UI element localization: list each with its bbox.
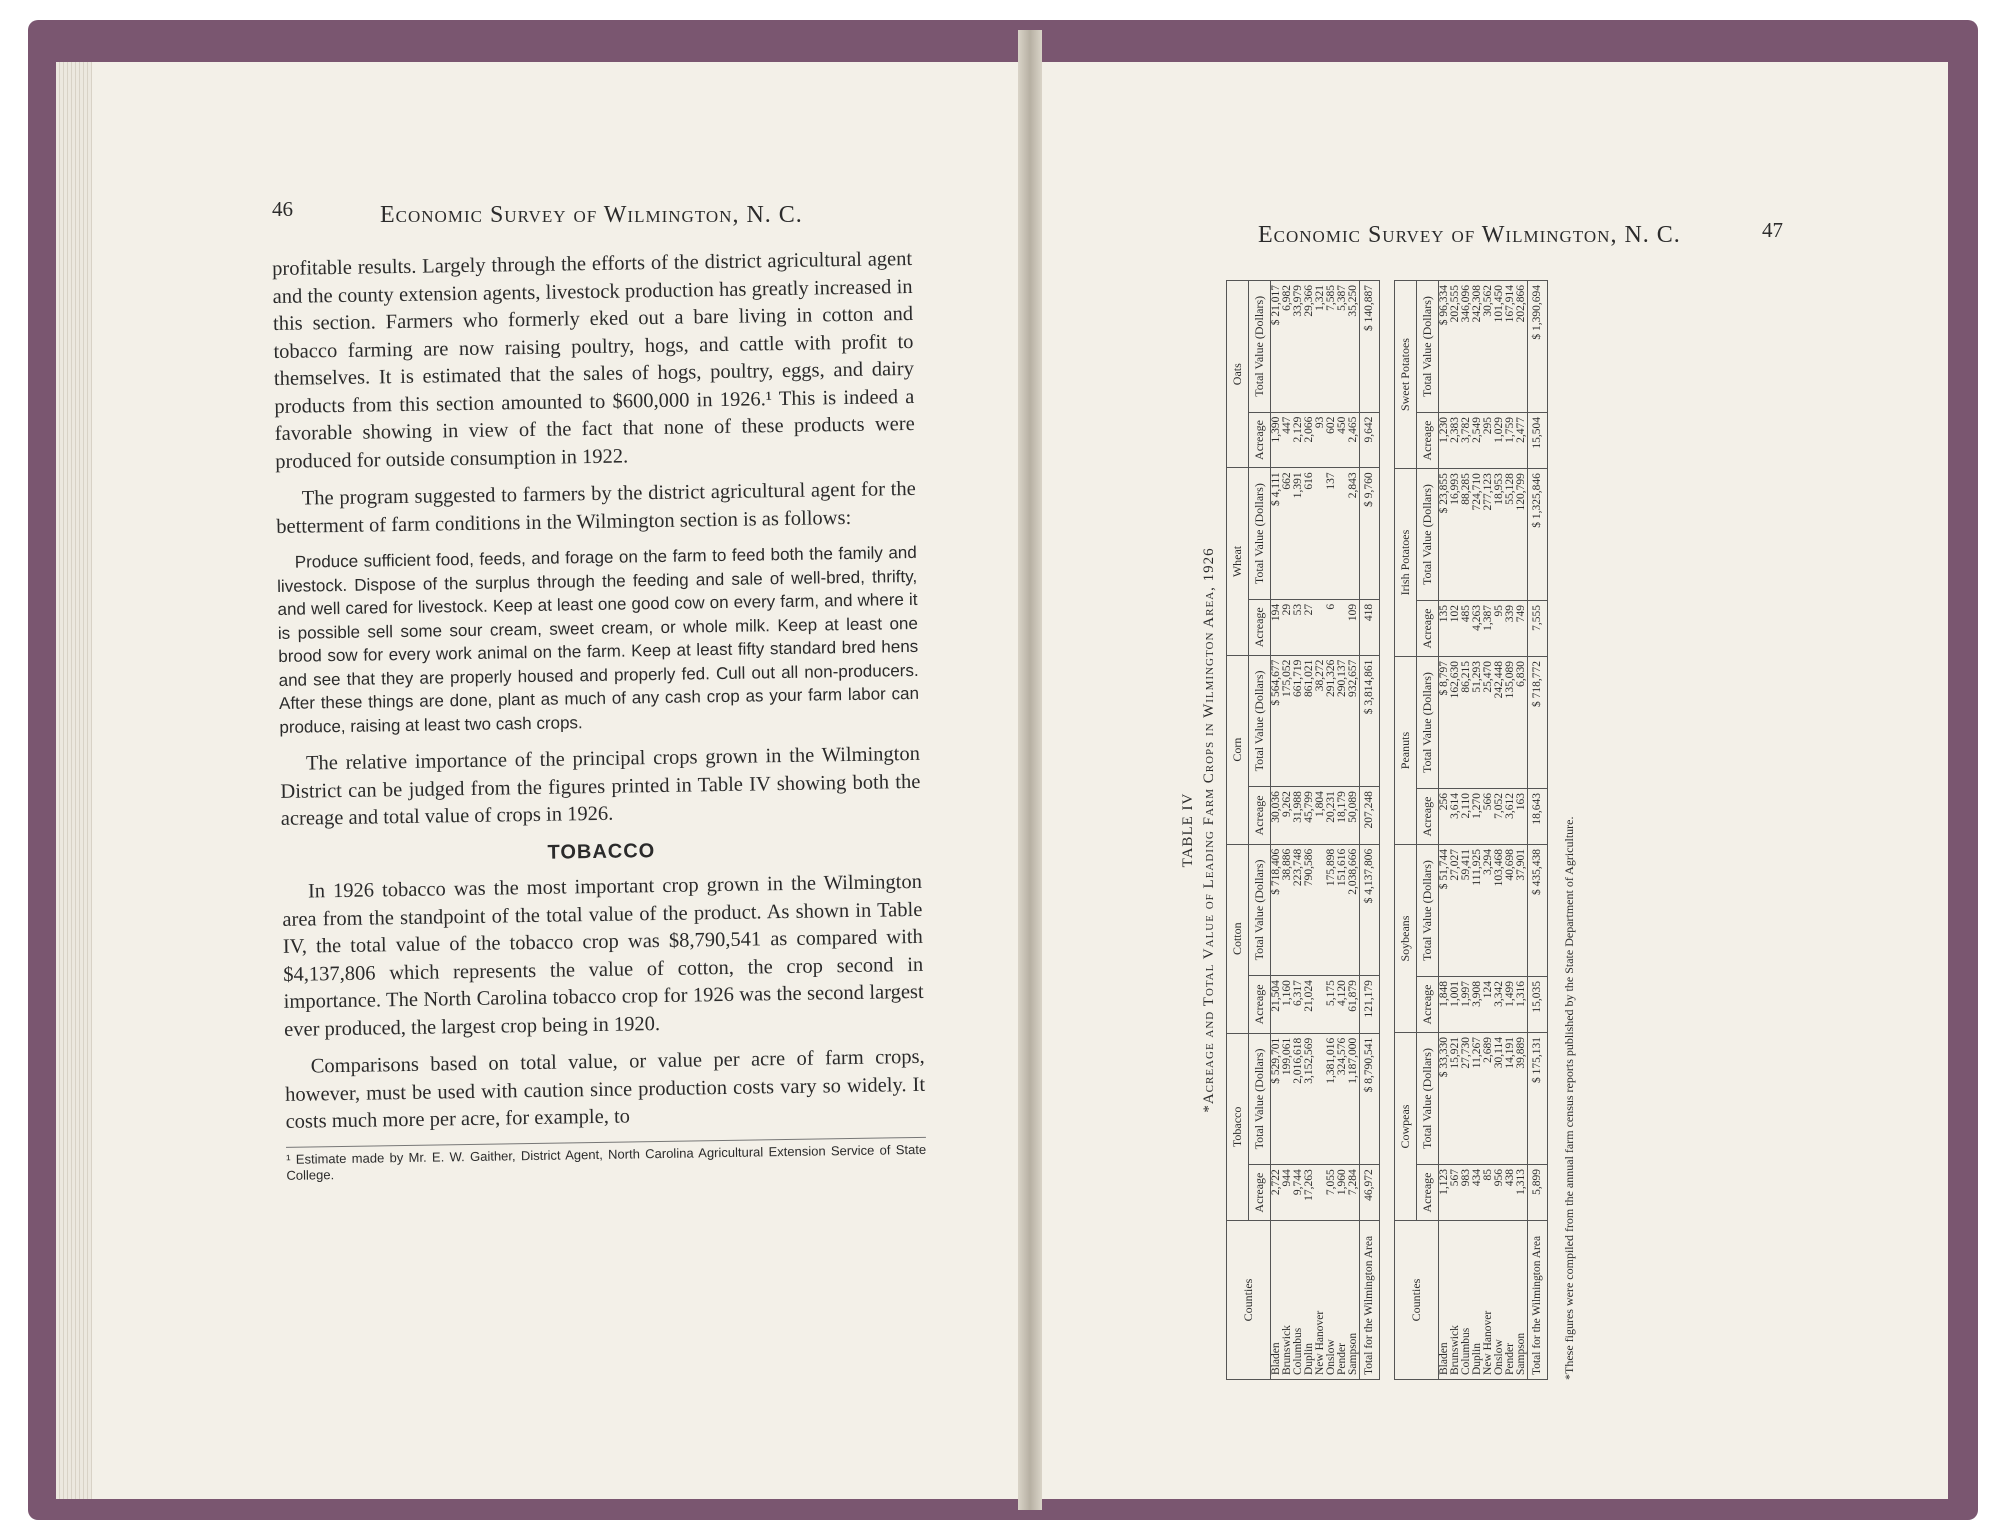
total-row xyxy=(1360,281,1380,1380)
paragraph: The program suggested to farmers by the district agricultural agent for the betterment of farm conditions in the Wilmington section is as follows: xyxy=(276,477,916,538)
county-name: Sampson xyxy=(1516,1221,1528,1380)
crop-header: Irish Potatoes xyxy=(1395,469,1417,657)
table-cell: 30,036 xyxy=(1271,787,1283,845)
total-cell: $ 1,390,694 xyxy=(1528,281,1548,413)
value-header: Total Value (Dollars) xyxy=(1417,845,1439,977)
table-cell: 956 xyxy=(1494,1164,1505,1220)
table-cell: 21,024 xyxy=(1304,976,1315,1034)
value-header: Total Value (Dollars) xyxy=(1249,468,1271,599)
table-cell: 566 xyxy=(1483,789,1494,845)
table-cell: 85 xyxy=(1483,1164,1494,1220)
section-heading: TOBACCO xyxy=(547,839,656,864)
acreage-header: Acreage xyxy=(1249,976,1271,1034)
acreage-header: Acreage xyxy=(1249,1165,1271,1221)
table-cell: 983 xyxy=(1461,1164,1472,1220)
crop-header: Wheat xyxy=(1227,468,1249,655)
table-cell: 33,979 xyxy=(1293,281,1304,413)
total-cell: 418 xyxy=(1360,599,1380,655)
table-cell: 4,120 xyxy=(1337,976,1348,1034)
table-cell: 202,866 xyxy=(1516,281,1528,413)
crop-table-1 xyxy=(1226,280,1380,1380)
paragraph: In 1926 tobacco was the most important crop grown in the Wilmington area from the standpoint of the total value of the product. As shown in Table IV, the total value of the tobacco crop was $8,790,541 as compared with $4,137,806 which represents the value of cotton, the crop second in importance. The North Carolina tobacco crop for 1926 was the second largest ever produced, the largest crop being in 1920. xyxy=(282,870,924,1041)
crop-table-2-body xyxy=(1439,281,1548,1380)
table-cell: 2,477 xyxy=(1516,413,1528,469)
table-row xyxy=(1439,281,1451,1380)
table-cell: 1,759 xyxy=(1505,413,1516,469)
total-cell: 121,179 xyxy=(1360,976,1380,1034)
paragraph: Comparisons based on total value, or value per acre of farm crops, however, must be used with caution since production costs vary so widely. It costs much more per acre, for example, to xyxy=(284,1045,926,1133)
table-row xyxy=(1293,281,1304,1380)
table-cell: 27 xyxy=(1304,599,1315,655)
table-row xyxy=(1472,281,1483,1380)
table-row xyxy=(1505,281,1516,1380)
table-cell: 5,175 xyxy=(1326,976,1337,1034)
county-name: Columbus xyxy=(1461,1221,1472,1380)
county-name: Duplin xyxy=(1472,1221,1483,1380)
table-cell: 749 xyxy=(1516,601,1528,657)
value-header: Total Value (Dollars) xyxy=(1249,281,1271,413)
table-row xyxy=(1461,281,1472,1380)
footnote: ¹ Estimate made by Mr. E. W. Gaither, District Agent, North Carolina Agricultural Extension Service of State College. xyxy=(286,1136,927,1183)
table-cell: 277,123 xyxy=(1483,469,1494,601)
table-cell: 151,616 xyxy=(1337,844,1348,975)
table-cell: 1,997 xyxy=(1461,977,1472,1033)
table-cell: 21,504 xyxy=(1271,976,1283,1034)
left-body xyxy=(272,246,926,1183)
table-cell: 93 xyxy=(1315,412,1326,468)
county-name: Pender xyxy=(1505,1221,1516,1380)
table-cell: 1,160 xyxy=(1282,976,1293,1034)
table-cell: 175,898 xyxy=(1326,844,1337,975)
book-gutter xyxy=(1018,30,1042,1510)
table-cell: 7,055 xyxy=(1326,1165,1337,1221)
crop-header: Soybeans xyxy=(1395,845,1417,1033)
table-cell: 1,187,000 xyxy=(1348,1033,1360,1164)
table-cell: 17,263 xyxy=(1304,1165,1315,1221)
crop-header: Corn xyxy=(1227,655,1249,844)
table-cell: 447 xyxy=(1282,412,1293,468)
county-name: New Hanover xyxy=(1315,1221,1326,1380)
table-cell: $ 21,017 xyxy=(1271,281,1283,413)
table-row xyxy=(1516,281,1528,1380)
table-cell: 6,830 xyxy=(1516,657,1528,789)
table-cell: 167,914 xyxy=(1505,281,1516,413)
table-cell: 15,921 xyxy=(1450,1033,1461,1165)
table-cell: 53 xyxy=(1293,599,1304,655)
table-cell: 31,988 xyxy=(1293,787,1304,845)
source-note: *These figures were compiled from the annual farm census reports published by the State Department of Agriculture. xyxy=(1562,816,1576,1380)
crop-table-1-body xyxy=(1271,281,1380,1380)
table-cell: 2,722 xyxy=(1271,1165,1283,1221)
table-cell: 25,470 xyxy=(1483,657,1494,789)
acreage-header: Acreage xyxy=(1417,977,1439,1033)
table-cell: 194 xyxy=(1271,599,1283,655)
value-header: Total Value (Dollars) xyxy=(1417,469,1439,601)
table-title: TABLE IV xyxy=(1180,792,1196,868)
table-cell: 29,366 xyxy=(1304,281,1315,413)
acreage-header: Acreage xyxy=(1417,1164,1439,1220)
county-name: New Hanover xyxy=(1483,1221,1494,1380)
table-cell: 137 xyxy=(1326,468,1337,599)
table-cell: 39,889 xyxy=(1516,1033,1528,1165)
table-cell: 944 xyxy=(1282,1165,1293,1221)
table-cell: 9,744 xyxy=(1293,1165,1304,1221)
crop-header: Tobacco xyxy=(1227,1033,1249,1220)
table-cell: $ 8,797 xyxy=(1439,657,1451,789)
table-cell: 223,748 xyxy=(1293,844,1304,975)
table-cell: 724,710 xyxy=(1472,469,1483,601)
table-cell: 291,326 xyxy=(1326,655,1337,786)
value-header: Total Value (Dollars) xyxy=(1249,844,1271,975)
total-cell: $ 718,772 xyxy=(1528,657,1548,789)
table-cell: 2,110 xyxy=(1461,789,1472,845)
table-cell: 59,411 xyxy=(1461,845,1472,977)
total-cell: 5,899 xyxy=(1528,1164,1548,1220)
table-row xyxy=(1348,281,1360,1380)
program-quote xyxy=(277,541,920,739)
county-name: Bladen xyxy=(1439,1221,1451,1380)
table-cell: 45,799 xyxy=(1304,787,1315,845)
table-cell: 175,052 xyxy=(1282,655,1293,786)
table-cell: 3,782 xyxy=(1461,413,1472,469)
table-cell: 30,114 xyxy=(1494,1033,1505,1165)
table-cell: 1,387 xyxy=(1483,601,1494,657)
crop-header: Oats xyxy=(1227,281,1249,468)
total-cell: 7,555 xyxy=(1528,601,1548,657)
table-cell: 242,448 xyxy=(1494,657,1505,789)
table-cell: 2,066 xyxy=(1304,412,1315,468)
table-cell: 1,499 xyxy=(1505,977,1516,1033)
total-cell: 207,248 xyxy=(1360,787,1380,845)
table-cell: 7,284 xyxy=(1348,1165,1360,1221)
total-cell: $ 435,438 xyxy=(1528,845,1548,977)
table-cell: 1,230 xyxy=(1439,413,1451,469)
crop-header: Peanuts xyxy=(1395,657,1417,845)
table-cell: $ 51,744 xyxy=(1439,845,1451,977)
page-edges xyxy=(56,62,94,1499)
acreage-header: Acreage xyxy=(1417,413,1439,469)
table-cell: 199,061 xyxy=(1282,1033,1293,1164)
table-cell: 27,027 xyxy=(1450,845,1461,977)
total-cell: 15,504 xyxy=(1528,413,1548,469)
acreage-header: Acreage xyxy=(1249,412,1271,468)
table-cell: 20,231 xyxy=(1326,787,1337,845)
table-cell: 290,137 xyxy=(1337,655,1348,786)
table-cell: 38,886 xyxy=(1282,844,1293,975)
county-name: Onslow xyxy=(1494,1221,1505,1380)
table-caption: *Acreage and Total Value of Leading Farm Crops in Wilmington Area, 1926 xyxy=(1201,547,1217,1113)
total-cell: 46,972 xyxy=(1360,1165,1380,1221)
paragraph: profitable results. Largely through the efforts of the district agricultural agent and the county extension agents, livestock production has greatly increased in this section. Farmers who formerly eked out a bare living in cotton and tobacco farming are now raising poultry, hogs, and cattle with profit to themselves. It is estimated that the sales of hogs, poultry, eggs, and dairy products from this section amounted to $600,000 in 1926.¹ This is indeed a favorable showing in view of the fact that none of these products were produced for outside consumption in 1922. xyxy=(272,247,915,473)
total-cell: $ 3,814,861 xyxy=(1360,655,1380,786)
counties-header: Counties xyxy=(1395,1221,1439,1380)
table-row xyxy=(1271,281,1283,1380)
table-row xyxy=(1483,281,1494,1380)
table-cell: 38,272 xyxy=(1315,655,1326,786)
table-cell: 2,038,666 xyxy=(1348,844,1360,975)
counties-header: Counties xyxy=(1227,1221,1271,1380)
table-cell: 450 xyxy=(1337,412,1348,468)
table-cell: 30,562 xyxy=(1483,281,1494,413)
table-cell: 102 xyxy=(1450,601,1461,657)
table-row xyxy=(1326,281,1337,1380)
table-cell: 18,953 xyxy=(1494,469,1505,601)
table-cell: 18,179 xyxy=(1337,787,1348,845)
table-cell: 256 xyxy=(1439,789,1451,845)
table-cell: 14,191 xyxy=(1505,1033,1516,1165)
county-name: Columbus xyxy=(1293,1221,1304,1380)
table-cell: 3,908 xyxy=(1472,977,1483,1033)
right-page-number: 47 xyxy=(1762,218,1783,242)
table-cell: 567 xyxy=(1450,1164,1461,1220)
table-cell: 40,698 xyxy=(1505,845,1516,977)
table-cell: 6,982 xyxy=(1282,281,1293,413)
table-row xyxy=(1304,281,1315,1380)
table-cell: 27,730 xyxy=(1461,1033,1472,1165)
table-cell: 124 xyxy=(1483,977,1494,1033)
table-cell: 11,267 xyxy=(1472,1033,1483,1165)
table-cell: 3,614 xyxy=(1450,789,1461,845)
county-name: Pender xyxy=(1337,1221,1348,1380)
table-cell: 162,630 xyxy=(1450,657,1461,789)
table-cell: 1,313 xyxy=(1516,1164,1528,1220)
table-cell: 109 xyxy=(1348,599,1360,655)
value-header: Total Value (Dollars) xyxy=(1417,281,1439,413)
county-name: Brunswick xyxy=(1450,1221,1461,1380)
table-cell: $ 96,334 xyxy=(1439,281,1451,413)
table-cell: 1,381,016 xyxy=(1326,1033,1337,1164)
total-label: Total for the Wilmington Area xyxy=(1528,1221,1548,1380)
table-cell: 2,549 xyxy=(1472,413,1483,469)
table-cell: 1,029 xyxy=(1494,413,1505,469)
table-cell: 35,250 xyxy=(1348,281,1360,413)
table-row xyxy=(1450,281,1461,1380)
table-cell: 111,925 xyxy=(1472,845,1483,977)
value-header: Total Value (Dollars) xyxy=(1417,1033,1439,1165)
table-cell: 86,215 xyxy=(1461,657,1472,789)
total-cell: $ 175,131 xyxy=(1528,1033,1548,1165)
table-row xyxy=(1337,281,1348,1380)
value-header: Total Value (Dollars) xyxy=(1249,655,1271,786)
table-cell: 932,657 xyxy=(1348,655,1360,786)
crop-header: Cowpeas xyxy=(1395,1033,1417,1221)
table-cell: $ 23,855 xyxy=(1439,469,1451,601)
total-row xyxy=(1528,281,1548,1380)
table-iv xyxy=(1180,280,1920,1380)
value-header: Total Value (Dollars) xyxy=(1249,1033,1271,1164)
table-cell: 120,799 xyxy=(1516,469,1528,601)
acreage-header: Acreage xyxy=(1249,599,1271,655)
table-cell: 602 xyxy=(1326,412,1337,468)
table-cell: 37,901 xyxy=(1516,845,1528,977)
total-cell: $ 140,887 xyxy=(1360,281,1380,413)
total-cell: $ 4,137,806 xyxy=(1360,844,1380,975)
table-row xyxy=(1494,281,1505,1380)
table-cell: 661,719 xyxy=(1293,655,1304,786)
table-row xyxy=(1315,281,1326,1380)
table-cell: 103,468 xyxy=(1494,845,1505,977)
table-cell: $ 4,111 xyxy=(1271,468,1283,599)
table-cell: 163 xyxy=(1516,789,1528,845)
acreage-header: Acreage xyxy=(1417,601,1439,657)
table-cell: 55,128 xyxy=(1505,469,1516,601)
table-row xyxy=(1282,281,1293,1380)
acreage-header: Acreage xyxy=(1417,789,1439,845)
table-cell: $ 718,406 xyxy=(1271,844,1283,975)
table-cell: 2,689 xyxy=(1483,1033,1494,1165)
total-cell: 15,035 xyxy=(1528,977,1548,1033)
table-cell: 1,848 xyxy=(1439,977,1451,1033)
county-name: Onslow xyxy=(1326,1221,1337,1380)
left-running-head: Economic Survey of Wilmington, N. C. xyxy=(380,202,803,228)
table-cell: 5,387 xyxy=(1337,281,1348,413)
table-cell: 662 xyxy=(1282,468,1293,599)
table-cell: 3,612 xyxy=(1505,789,1516,845)
table-cell: 2,016,618 xyxy=(1293,1033,1304,1164)
county-name: Duplin xyxy=(1304,1221,1315,1380)
table-cell: 7,585 xyxy=(1326,281,1337,413)
table-cell: $ 529,701 xyxy=(1271,1033,1283,1164)
right-running-head: Economic Survey of Wilmington, N. C. xyxy=(1258,222,1681,248)
table-cell: 1,321 xyxy=(1315,281,1326,413)
value-header: Total Value (Dollars) xyxy=(1417,657,1439,789)
table-cell: 485 xyxy=(1461,601,1472,657)
table-cell: 1,804 xyxy=(1315,787,1326,845)
table-cell: 9,262 xyxy=(1282,787,1293,845)
total-cell: $ 8,790,541 xyxy=(1360,1033,1380,1164)
table-cell: 101,450 xyxy=(1494,281,1505,413)
table-cell: 346,096 xyxy=(1461,281,1472,413)
table-cell: 95 xyxy=(1494,601,1505,657)
table-cell: 295 xyxy=(1483,413,1494,469)
table-cell: 1,001 xyxy=(1450,977,1461,1033)
crop-header: Cotton xyxy=(1227,844,1249,1033)
table-cell: 1,390 xyxy=(1271,412,1283,468)
table-cell: $ 33,330 xyxy=(1439,1033,1451,1165)
county-name: Brunswick xyxy=(1282,1221,1293,1380)
total-cell: 18,643 xyxy=(1528,789,1548,845)
table-cell: 50,089 xyxy=(1348,787,1360,845)
table-cell: 3,152,569 xyxy=(1304,1033,1315,1164)
table-cell: $ 564,677 xyxy=(1271,655,1283,786)
table-cell: 3,342 xyxy=(1494,977,1505,1033)
total-cell: $ 9,760 xyxy=(1360,468,1380,599)
table-cell: 6,317 xyxy=(1293,976,1304,1034)
table-cell: 202,555 xyxy=(1450,281,1461,413)
table-cell: 1,270 xyxy=(1472,789,1483,845)
table-cell: 16,993 xyxy=(1450,469,1461,601)
county-name: Bladen xyxy=(1271,1221,1283,1380)
left-page-number: 46 xyxy=(272,197,293,221)
table-cell: 1,123 xyxy=(1439,1164,1451,1220)
county-name: Sampson xyxy=(1348,1221,1360,1380)
table-cell: 2,465 xyxy=(1348,412,1360,468)
table-cell: 61,879 xyxy=(1348,976,1360,1034)
total-label: Total for the Wilmington Area xyxy=(1360,1221,1380,1380)
quote-text: Produce sufficient food, feeds, and forage on the farm to feed both the family and livestock. Dispose of the surplus through the feeding and sale of well-bred, thrifty, and well cared for livestock. Keep at least one good cow on every farm, and where it is possible sell some sour cream, sweet cream, or whole milk. Keep at least one brood sow for every work animal on the farm. Keep at least fifty standard bred hens and see that they are properly housed and properly fed. Cull out all non-producers. After these things are done, plant as much of any cash crop as your farm labor can produce, raising at least two cash crops. xyxy=(277,542,920,737)
table-cell: 135 xyxy=(1439,601,1451,657)
table-cell: 51,293 xyxy=(1472,657,1483,789)
table-cell: 2,129 xyxy=(1293,412,1304,468)
table-cell: 1,391 xyxy=(1293,468,1304,599)
table-cell: 29 xyxy=(1282,599,1293,655)
table-cell: 616 xyxy=(1304,468,1315,599)
crop-table-2 xyxy=(1394,280,1548,1380)
acreage-header: Acreage xyxy=(1249,787,1271,845)
table-cell: 1,960 xyxy=(1337,1165,1348,1221)
table-cell: 324,576 xyxy=(1337,1033,1348,1164)
table-cell: 861,021 xyxy=(1304,655,1315,786)
table-cell: 4,263 xyxy=(1472,601,1483,657)
table-cell: 7,052 xyxy=(1494,789,1505,845)
table-cell: 434 xyxy=(1472,1164,1483,1220)
total-cell: 9,642 xyxy=(1360,412,1380,468)
table-cell: 2,383 xyxy=(1450,413,1461,469)
table-cell: 3,294 xyxy=(1483,845,1494,977)
table-cell: 135,089 xyxy=(1505,657,1516,789)
table-cell: 88,285 xyxy=(1461,469,1472,601)
paragraph: The relative importance of the principal crops grown in the Wilmington District can be judged from the figures printed in Table IV showing both the acreage and total value of crops in 1926. xyxy=(280,742,921,830)
crop-header: Sweet Potatoes xyxy=(1395,281,1417,469)
table-cell: 339 xyxy=(1505,601,1516,657)
table-cell: 438 xyxy=(1505,1164,1516,1220)
table-cell: 6 xyxy=(1326,599,1337,655)
table-cell: 2,843 xyxy=(1348,468,1360,599)
table-cell: 242,308 xyxy=(1472,281,1483,413)
table-cell: 1,316 xyxy=(1516,977,1528,1033)
total-cell: $ 1,325,846 xyxy=(1528,469,1548,601)
table-cell: 790,586 xyxy=(1304,844,1315,975)
